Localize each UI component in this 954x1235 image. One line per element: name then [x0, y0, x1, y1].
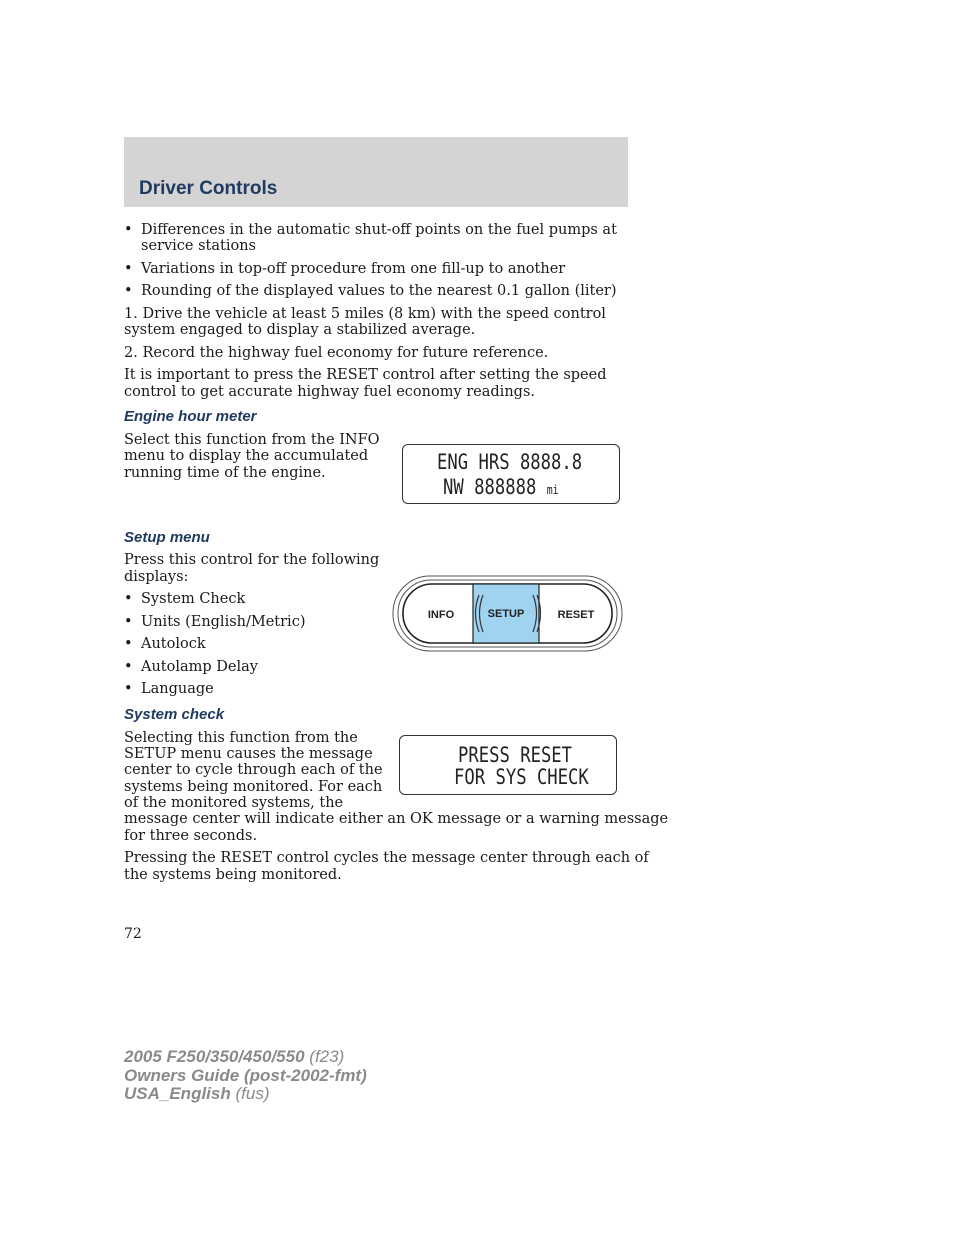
setup-menu-heading: Setup menu [124, 529, 210, 546]
setup-menu-text-1: Press this control for the following [124, 552, 380, 568]
step-1-line-2: system engaged to display a stabilized average. [124, 322, 476, 338]
engine-hour-text-2: menu to display the accumulated [124, 448, 369, 464]
footer-line-2: Owners Guide (post-2002-fmt) [124, 1066, 367, 1085]
step-2: 2. Record the highway fuel economy for future reference. [124, 345, 549, 361]
footer-line-3: USA_English (fus) [124, 1084, 270, 1103]
control-buttons-illustration [392, 575, 624, 653]
footer-line-1: 2005 F250/350/450/550 (f23) [124, 1047, 345, 1066]
system-check-p2-line-2: the systems being monitored. [124, 867, 342, 883]
page-number: 72 [124, 926, 142, 942]
display-line-2: NW 888888 mi [443, 475, 559, 499]
reset-note-line-1: It is important to press the RESET control after setting the speed [124, 367, 607, 383]
system-check-heading: System check [124, 706, 225, 723]
system-check-text-1: Selecting this function from the [124, 730, 358, 746]
system-check-text-2: SETUP menu causes the message [124, 746, 373, 762]
system-check-p2-line-1: Pressing the RESET control cycles the message center through each of [124, 850, 649, 866]
engine-hour-text-3: running time of the engine. [124, 465, 326, 481]
reset-button-label: RESET [557, 609, 595, 621]
section-title: Driver Controls [139, 178, 278, 199]
info-button-label: INFO [427, 609, 455, 621]
system-check-text-5: of the monitored systems, the [124, 795, 344, 811]
engine-hours-display [402, 444, 620, 504]
engine-hour-text-1: Select this function from the INFO [124, 432, 380, 448]
display-unit: mi [546, 483, 559, 497]
system-check-text-6: message center will indicate either an OK message or a warning message [124, 811, 669, 827]
system-check-text-3: center to cycle through each of the [124, 762, 383, 778]
system-check-display [399, 735, 617, 795]
system-check-text-4: systems being monitored. For each [124, 779, 383, 795]
system-check-text-7: for three seconds. [124, 828, 258, 844]
setup-menu-text-2: displays: [124, 569, 189, 585]
list-item-continuation: service stations [141, 238, 256, 254]
setup-button-label: SETUP [487, 608, 525, 620]
reset-note-line-2: control to get accurate highway fuel economy readings. [124, 384, 535, 400]
display-line-1: ENG HRS 8888.8 [437, 450, 583, 474]
engine-hour-heading: Engine hour meter [124, 408, 257, 425]
display-line-1: PRESS RESET [458, 743, 573, 767]
step-1-line-1: 1. Drive the vehicle at least 5 miles (8 km) with the speed control [124, 306, 606, 322]
display-line-2: FOR SYS CHECK [454, 765, 589, 789]
